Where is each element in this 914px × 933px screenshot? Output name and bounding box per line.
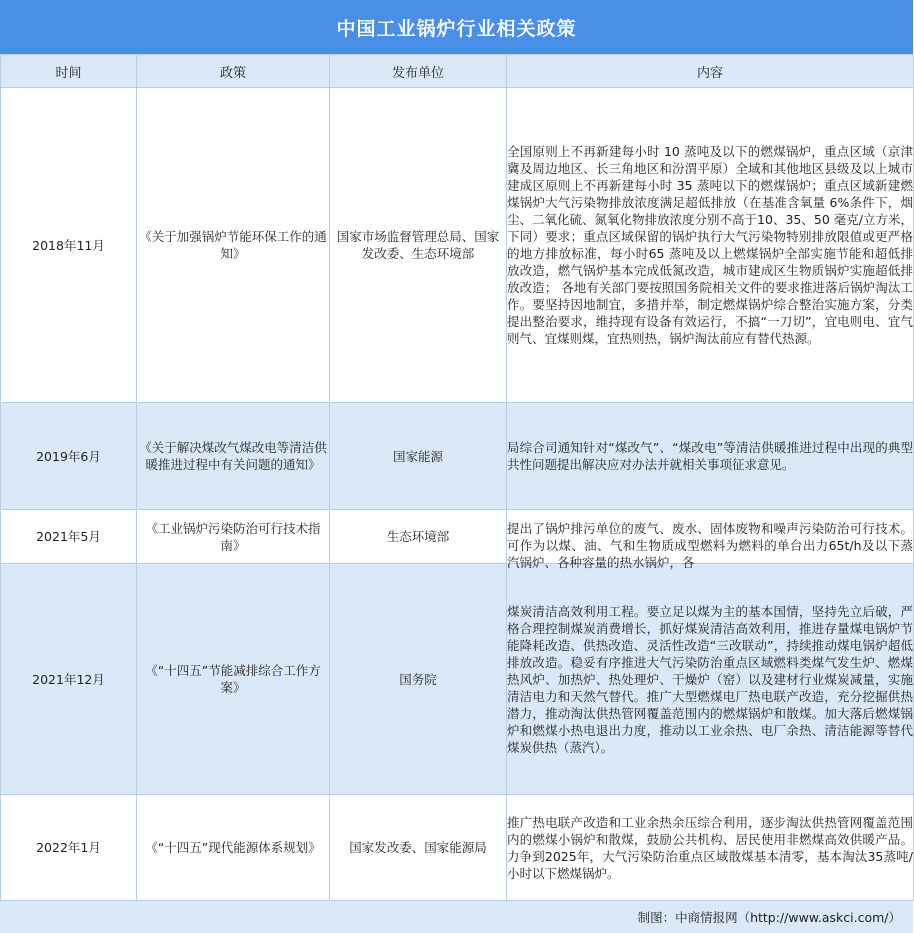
column-header-publisher: 发布单位	[330, 55, 507, 88]
row-time: 2021年12月	[1, 564, 137, 795]
column-header-time: 时间	[1, 55, 137, 88]
row-policy: 《“十四五”节能减排综合工作方案》	[137, 564, 330, 795]
row-time: 2022年1月	[1, 795, 137, 901]
column-header-content: 内容	[507, 55, 914, 88]
policy-table	[0, 54, 914, 901]
row-policy: 《关于解决煤改气煤改电等清洁供暖推进过程中有关问题的通知》	[137, 403, 330, 510]
row-time: 2019年6月	[1, 403, 137, 510]
source-footer	[0, 900, 913, 933]
row-content: 局综合司通知针对“煤改气”、“煤改电”等清洁供暖推进过程中出现的典型共性问题提出解决应对办法并就相关事项征求意见。	[507, 403, 914, 510]
row-publisher: 国家发改委、国家能源局	[330, 795, 507, 901]
row-content: 推广热电联产改造和工业余热余压综合利用，逐步淘汰供热管网覆盖范围内的燃煤小锅炉和散煤，鼓励公共机构、居民使用非燃煤高效供暖产品。力争到2025年，大气污染防治重点区域散煤基本清零，基本淘汰35蒸吨/小时以下燃煤锅炉。	[507, 795, 914, 901]
table-row	[1, 795, 914, 901]
page-title: 中国工业锅炉行业相关政策	[0, 0, 913, 54]
row-time: 2018年11月	[1, 88, 137, 403]
row-content: 煤炭清洁高效利用工程。要立足以煤为主的基本国情，坚持先立后破，严格合理控制煤炭消费增长，抓好煤炭清洁高效利用，推进存量煤电锅炉节能降耗改造、供热改造、灵活性改造“三改联动”，持续推动煤电锅炉超低排放改造。稳妥有序推进大气污染防治重点区域燃料类煤气发生炉、燃煤热风炉、加热炉、热处理炉、干燥炉（窑）以及建材行业煤炭减量，实施清洁电力和天然气替代。推广大型燃煤电厂热电联产改造，充分挖掘供热潜力，推动淘汰供热管网覆盖范围内的燃煤锅炉和散煤。加大落后燃煤锅炉和燃煤小热电退出力度，推动以工业余热、电厂余热、清洁能源等替代煤炭供热（蒸汽）。	[507, 564, 914, 795]
table-row	[1, 510, 914, 564]
row-content-cell	[507, 510, 914, 570]
row-policy: 《工业锅炉污染防治可行技术指南》	[137, 510, 330, 564]
column-header-policy: 政策	[137, 55, 330, 88]
source-credit: 制图：中商情报网（http://www.askci.com/）	[637, 910, 901, 925]
table-row	[1, 88, 914, 403]
row-content: 提出了锅炉排污单位的废气、废水、固体废物和噪声污染防治可行技术。可作为以煤、油、气和生物质成型燃料为燃料的单台出力65t/h及以下蒸汽锅炉、各种容量的热水锅炉，各	[507, 520, 913, 570]
row-time: 2021年5月	[1, 510, 137, 564]
table-header-row	[1, 55, 914, 88]
row-publisher: 生态环境部	[330, 510, 507, 564]
row-policy: 《“十四五”现代能源体系规划》	[137, 795, 330, 901]
row-publisher: 国家能源	[330, 403, 507, 510]
row-publisher: 国家市场监督管理总局、国家发改委、生态环境部	[330, 88, 507, 403]
row-publisher: 国务院	[330, 564, 507, 795]
row-content: 全国原则上不再新建每小时 10 蒸吨及以下的燃煤锅炉，重点区域（京津冀及周边地区、长三角地区和汾渭平原）全域和其他地区县级及以上城市建成区原则上不再新建每小时 35 蒸吨以下的燃煤锅炉；重点区域新建燃煤锅炉大气污染物排放浓度满足超低排放（在基准含氧量 6%条件下，烟尘、二氧化硫、氮氧化物排放浓度分别不高于10、35、50 毫克/立方米，下同）要求；重点区域保留的锅炉执行大气污染物特别排放限值或更严格的地方排放标准，每小时65 蒸吨及以上燃煤锅炉全部实施节能和超低排放改造，燃气锅炉基本完成低氮改造，城市建成区生物质锅炉实施超低排放改造； 各地有关部门要按照国务院相关文件的要求推进落后锅炉淘汰工作。要坚持因地制宜，多措并举，制定燃煤锅炉综合整治实施方案，分类提出整治要求，维持现有设备有效运行，不搞“一刀切”，宜电则电、宜气则气、宜煤则煤，宜热则热，锅炉淘汰前应有替代热源。	[507, 88, 914, 403]
table-row	[1, 403, 914, 510]
table-row	[1, 564, 914, 795]
row-policy: 《关于加强锅炉节能环保工作的通知》	[137, 88, 330, 403]
